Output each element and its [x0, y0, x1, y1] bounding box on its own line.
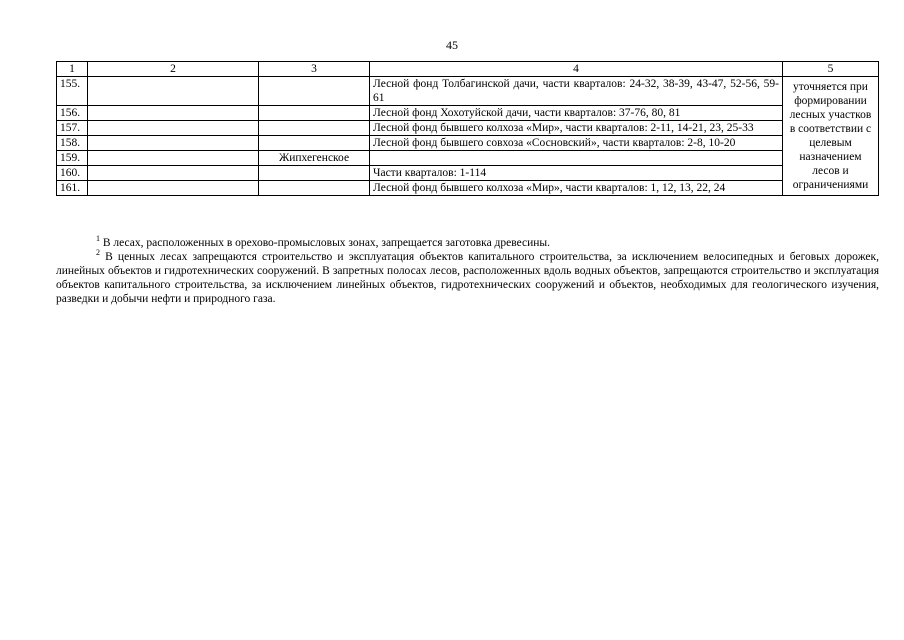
row-number: 156.: [57, 106, 88, 121]
row-col-3: Жипхегенское: [259, 151, 370, 166]
row-col-2: [88, 136, 259, 151]
header-col-1: 1: [57, 62, 88, 77]
header-col-3: 3: [259, 62, 370, 77]
row-col-3: [259, 136, 370, 151]
table-header-row: [57, 62, 879, 77]
row-col-4: Лесной фонд бывшего совхоза «Сосновский», части кварталов: 2-8, 10-20: [370, 136, 783, 151]
row-col-2: [88, 151, 259, 166]
footnote-text: В ценных лесах запрещаются строительство и эксплуатация объектов капитального строительства, за исключением велосипедных и беговых дорожек, линейных объектов и гидротехнических сооружений. В запретных полосах лесов, расположенных вдоль водных объектов, запрещаются строительство и эксплуатация объектов капитального строительства, за исключением линейных объектов, гидротехнических сооружений и объектов, необходимых для геологического изучения, разведки и добычи нефти и природного газа.: [56, 251, 879, 305]
footnote-2: [56, 250, 879, 306]
row-col-3: [259, 181, 370, 196]
table-row: [57, 181, 879, 196]
row-col-4: Лесной фонд Толбагинской дачи, части кварталов: 24-32, 38-39, 43-47, 52-56, 59-61: [370, 77, 783, 106]
footnote-mark: 1: [96, 234, 100, 243]
row-col-3: [259, 77, 370, 106]
row-col-4: Части кварталов: 1-114: [370, 166, 783, 181]
row-col-3: [259, 166, 370, 181]
row-number: 161.: [57, 181, 88, 196]
row-col-2: [88, 121, 259, 136]
row-col-2: [88, 77, 259, 106]
row-number: 160.: [57, 166, 88, 181]
row-col-2: [88, 106, 259, 121]
header-col-2: 2: [88, 62, 259, 77]
header-col-4: 4: [370, 62, 783, 77]
row-number: 159.: [57, 151, 88, 166]
footnotes: [56, 236, 879, 306]
table-row: [57, 77, 879, 106]
row-col-4: Лесной фонд Хохотуйской дачи, части кварталов: 37-76, 80, 81: [370, 106, 783, 121]
col-5-merged-note: уточняется при формировании лесных участков в соответствии с целевым назначением лесов и ограничениями: [783, 77, 879, 196]
row-number: 155.: [57, 77, 88, 106]
row-col-2: [88, 166, 259, 181]
row-col-3: [259, 121, 370, 136]
row-col-4: Лесной фонд бывшего колхоза «Мир», части кварталов: 1, 12, 13, 22, 24: [370, 181, 783, 196]
row-col-2: [88, 181, 259, 196]
footnote-text: В лесах, расположенных в орехово-промысловых зонах, запрещается заготовка древесины.: [102, 237, 551, 249]
row-number: 157.: [57, 121, 88, 136]
table-row: [57, 106, 879, 121]
row-col-3: [259, 106, 370, 121]
row-number: 158.: [57, 136, 88, 151]
footnote-1: [56, 236, 879, 250]
row-col-4: Лесной фонд бывшего колхоза «Мир», части кварталов: 2-11, 14-21, 23, 25-33: [370, 121, 783, 136]
row-col-4: [370, 151, 783, 166]
table-row: [57, 136, 879, 151]
page-number: 45: [446, 38, 458, 52]
footnote-mark: 2: [96, 248, 100, 257]
table-row: [57, 151, 879, 166]
table-row: [57, 166, 879, 181]
header-col-5: 5: [783, 62, 879, 77]
table-row: [57, 121, 879, 136]
forest-table: [56, 61, 879, 196]
